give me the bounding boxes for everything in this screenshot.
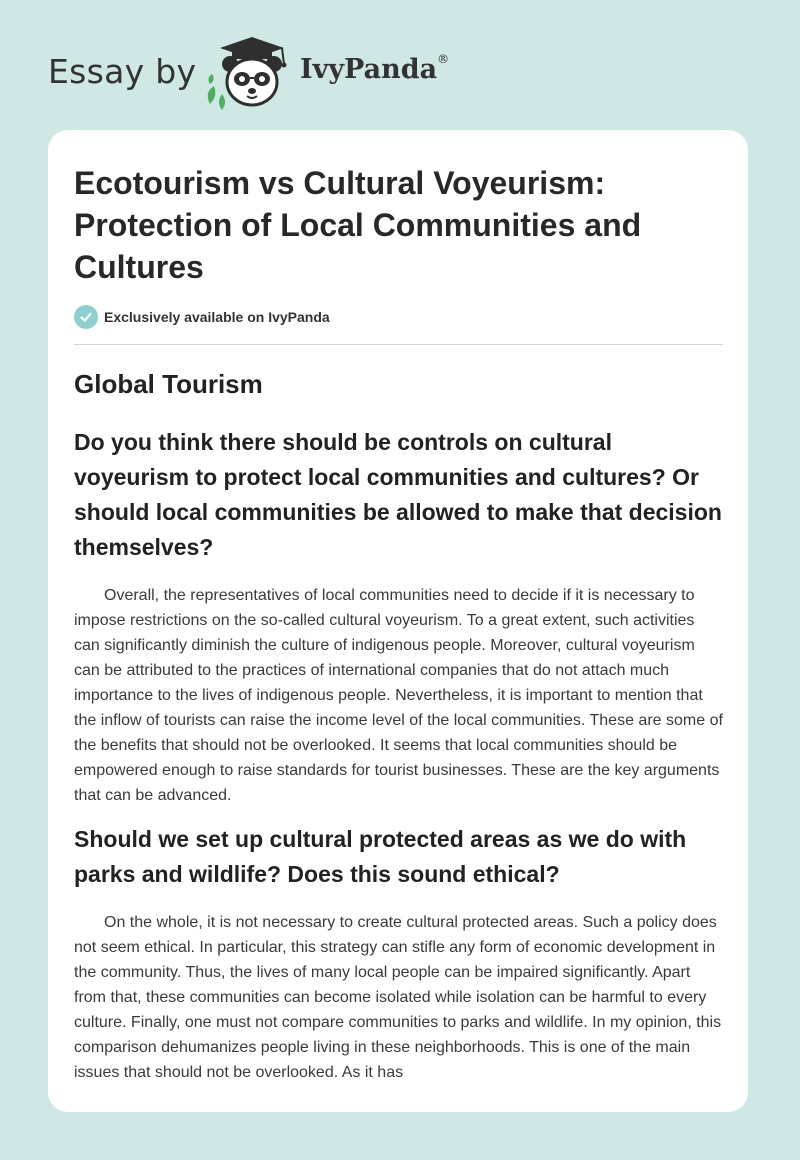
section-heading: Global Tourism xyxy=(74,369,263,399)
essay-by-label: Essay by xyxy=(48,52,197,91)
exclusive-badge xyxy=(74,304,724,330)
article-card xyxy=(48,130,748,1112)
brand-name[interactable] xyxy=(300,54,449,85)
check-icon xyxy=(74,305,98,329)
brand-text: IvyPanda xyxy=(300,54,438,85)
paragraph-1: Overall, the representatives of local communities need to decide if it is necessary to impose restrictions on the so-called cultural voyeurism. To a great extent, such activities can significantly diminish the culture of indigenous people. Moreover, cultural voyeurism can be attributed to the practices of international companies that do not attach much importance to the lives of indigenous people. Nevertheless, it is important to mention that the inflow of tourists can raise the income level of the local communities. These are some of the benefits that should not be overlooked. It seems that local communities should be empowered enough to raise standards for tourist businesses. These are the key arguments that can be advanced. xyxy=(74,587,723,804)
article-content xyxy=(74,162,724,1085)
question-heading-1: Do you think there should be controls on cultural voyeurism to protect local communities and cultures? Or should local communities be allowed to make that decision themselves? xyxy=(74,429,722,560)
exclusive-label: Exclusively available on IvyPanda xyxy=(104,309,330,325)
paragraph-2: On the whole, it is not necessary to create cultural protected areas. Such a policy does not seem ethical. In particular, this strategy can stifle any form of economic development in the community. Thus, the lives of many local people can be impaired significantly. Apart from that, these communities can become isolated while isolation can be harmful to every culture. Finally, one must not compare communities to parks and wildlife. In my opinion, this comparison dehumanizes people living in these neighborhoods. This is one of the main issues that should not be overlooked. As it has xyxy=(74,914,722,1081)
ivypanda-logo-icon[interactable] xyxy=(202,34,294,110)
article-title: Ecotourism vs Cultural Voyeurism: Protection of Local Communities and Cultures xyxy=(74,165,642,285)
question-heading-2: Should we set up cultural protected areas as we do with parks and wildlife? Does this sound ethical? xyxy=(74,826,687,887)
divider xyxy=(74,344,723,345)
site-header xyxy=(48,34,748,114)
trademark-symbol: ® xyxy=(437,52,450,66)
